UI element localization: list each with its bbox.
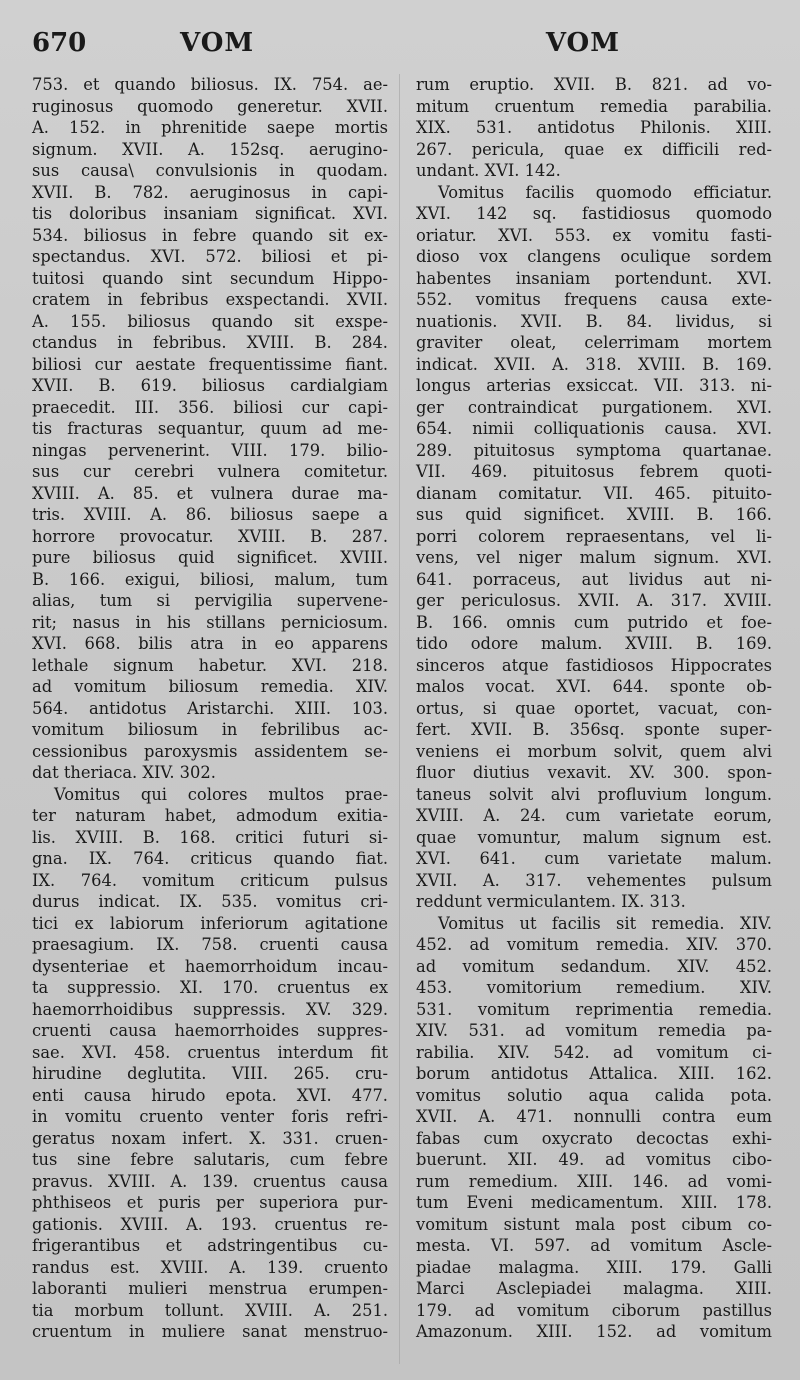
index-line: sus quid significet. XVIII. B. 166. (416, 505, 772, 524)
column-divider (399, 74, 400, 1364)
index-line: cruenti causa haemorrhoides suppres- (32, 1021, 388, 1040)
index-line: longus arterias exsiccat. VII. 313. ni- (416, 376, 772, 395)
index-line: XIX. 531. antidotus Philonis. XIII. (416, 118, 772, 137)
index-line: ger periculosus. XVII. A. 317. XVIII. (416, 591, 772, 610)
index-line: XVII. B. 619. biliosus cardialgiam (32, 376, 388, 395)
index-line: 267. pericula, quae ex difficili red- (416, 139, 772, 159)
index-line: XVI. 668. bilis atra in eo apparens (32, 634, 388, 653)
index-line: dianam comitatur. VII. 465. pituito- (416, 483, 772, 503)
index-line: ruginosus quomodo generetur. XVII. (32, 96, 388, 116)
index-line: XVII. A. 317. vehementes pulsum (416, 870, 772, 890)
index-line: frigerantibus et adstringentibus cu- (32, 1236, 388, 1255)
index-line: haemorrhoidibus suppressis. XV. 329. (32, 999, 388, 1019)
index-line: ortus, si quae oportet, vacuat, con- (416, 698, 772, 718)
index-line: porri colorem repraesentans, vel li- (416, 526, 772, 546)
index-line: 534. biliosus in febre quando sit ex- (32, 225, 388, 245)
index-line: sus causa\ convulsionis in quodam. (32, 161, 388, 180)
index-line: XVIII. A. 85. et vulnera durae ma- (32, 483, 388, 503)
index-line: XVIII. A. 24. cum varietate eorum, (416, 806, 772, 825)
index-line: signum. XVII. A. 152sq. aerugino- (32, 139, 388, 159)
index-line: borum antidotus Attalica. XIII. 162. (416, 1064, 772, 1083)
index-line: tus sine febre salutaris, cum febre (32, 1150, 388, 1169)
index-line: biliosi cur aestate frequentissime fiant. (32, 354, 388, 374)
index-line: graviter oleat, celerrimam mortem (416, 333, 772, 352)
index-line: veniens ei morbum solvit, quem alvi (416, 741, 772, 761)
index-line: 179. ad vomitum ciborum pastillus (416, 1300, 772, 1320)
text-columns (30, 74, 770, 1364)
index-line: 452. ad vomitum remedia. XIV. 370. (416, 935, 772, 954)
index-line: vens, vel niger malum signum. XVI. (416, 548, 772, 567)
index-line: laboranti mulieri menstrua erumpen- (32, 1279, 388, 1298)
index-line: XVI. 641. cum varietate malum. (416, 849, 772, 868)
index-line: phthiseos et puris per superiora pur- (32, 1193, 388, 1212)
index-line: tuitosi quando sint secundum Hippo- (32, 268, 388, 288)
index-line: malos vocat. XVI. 644. sponte ob- (416, 677, 772, 696)
index-line: XIV. 531. ad vomitum remedia pa- (416, 1021, 772, 1040)
index-line: fabas cum oxycrato decoctas exhi- (416, 1128, 772, 1148)
index-line: habentes insaniam portendunt. XVI. (416, 268, 772, 288)
index-line: 641. porraceus, aut lividus aut ni- (416, 569, 772, 589)
index-line: 531. vomitum reprimentia remedia. (416, 999, 772, 1019)
page-header (30, 28, 770, 64)
running-head-left: VOM (180, 28, 255, 58)
index-line: ger contraindicat purgationem. XVI. (416, 397, 772, 417)
index-line: gationis. XVIII. A. 193. cruentus re- (32, 1214, 388, 1234)
index-line: vomitum biliosum in febrilibus ac- (32, 720, 388, 739)
index-line: reddunt vermiculantem. IX. 313. (416, 892, 686, 911)
index-line: dioso vox clangens oculique sordem (416, 247, 772, 266)
index-line: dysenteriae et haemorrhoidum incau- (32, 956, 388, 976)
index-line: ta suppressio. XI. 170. cruentus ex (32, 978, 388, 997)
index-line: 654. nimii colliquationis causa. XVI. (416, 419, 772, 438)
index-line: horrore provocatur. XVIII. B. 287. (32, 526, 388, 546)
index-line: fluor diutius vexavit. XV. 300. spon- (416, 763, 772, 782)
index-line: rabilia. XIV. 542. ad vomitum ci- (416, 1042, 772, 1062)
index-line: tis doloribus insaniam significat. XVI. (32, 204, 388, 223)
index-line: pravus. XVIII. A. 139. cruentus causa (32, 1171, 388, 1191)
index-line: praecedit. III. 356. biliosi cur capi- (32, 397, 388, 417)
index-line: 753. et quando biliosus. IX. 754. ae- (32, 75, 388, 94)
index-line: lis. XVIII. B. 168. critici futuri si- (32, 827, 388, 847)
index-line: cratem in febribus exspectandi. XVII. (32, 290, 388, 309)
index-line: durus indicat. IX. 535. vomitus cri- (32, 892, 388, 911)
index-line: 564. antidotus Aristarchi. XIII. 103. (32, 698, 388, 718)
index-line: spectandus. XVI. 572. biliosi et pi- (32, 247, 388, 266)
index-line: undant. XVI. 142. (416, 161, 561, 180)
index-line: tia morbum tollunt. XVIII. A. 251. (32, 1300, 388, 1320)
index-line: vomitum sistunt mala post cibum co- (416, 1214, 772, 1234)
index-line: cessionibus paroxysmis assidentem se- (32, 741, 388, 761)
index-line: Vomitus qui colores multos prae- (54, 784, 388, 804)
index-line: hirudine deglutita. VIII. 265. cru- (32, 1064, 388, 1083)
index-line: A. 152. in phrenitide saepe mortis (32, 118, 388, 137)
index-line: B. 166. omnis cum putrido et foe- (416, 612, 772, 632)
index-line: rum remedium. XIII. 146. ad vomi- (416, 1171, 772, 1191)
index-line: in vomitu cruento venter foris refri- (32, 1107, 388, 1126)
index-line: rum eruptio. XVII. B. 821. ad vo- (416, 75, 772, 94)
index-line: pure biliosus quid significet. XVIII. (32, 548, 388, 567)
index-line: XVI. 142 sq. fastidiosus quomodo (416, 204, 772, 223)
index-line: randus est. XVIII. A. 139. cruento (32, 1257, 388, 1277)
page-number: 670 (32, 28, 87, 58)
index-line: praesagium. IX. 758. cruenti causa (32, 935, 388, 954)
index-line: ctandus in febribus. XVIII. B. 284. (32, 333, 388, 352)
index-line: taneus solvit alvi profluvium longum. (416, 784, 772, 804)
index-line: nuationis. XVII. B. 84. lividus, si (416, 311, 772, 331)
index-line: Marci Asclepiadei malagma. XIII. (416, 1279, 772, 1298)
left-column (32, 74, 388, 1343)
index-line: gna. IX. 764. criticus quando fiat. (32, 849, 388, 868)
index-line: lethale signum habetur. XVI. 218. (32, 655, 388, 675)
index-line: sae. XVI. 458. cruentus interdum fit (32, 1042, 388, 1062)
index-line: XVII. A. 471. nonnulli contra eum (416, 1107, 772, 1126)
index-line: 289. pituitosus symptoma quartanae. (416, 440, 772, 460)
index-line: fert. XVII. B. 356sq. sponte super- (416, 720, 772, 739)
index-line: sinceros atque fastidiosos Hippocrates (416, 655, 772, 675)
index-line: 552. vomitus frequens causa exte- (416, 290, 772, 309)
index-line: piadae malagma. XIII. 179. Galli (416, 1257, 772, 1277)
index-line: VII. 469. pituitosus febrem quoti- (416, 462, 772, 481)
index-line: ad vomitum biliosum remedia. XIV. (32, 677, 388, 696)
index-line: ter naturam habet, admodum exitia- (32, 806, 388, 825)
index-line: tici ex labiorum inferiorum agitatione (32, 913, 388, 933)
index-line: XVII. B. 782. aeruginosus in capi- (32, 182, 388, 202)
index-line: ningas pervenerint. VIII. 179. bilio- (32, 440, 388, 460)
index-line: tum Eveni medicamentum. XIII. 178. (416, 1193, 772, 1212)
index-line: vomitus solutio aqua calida pota. (416, 1085, 772, 1105)
index-line: tis fracturas sequantur, quum ad me- (32, 419, 388, 438)
index-line: dat theriaca. XIV. 302. (32, 763, 216, 782)
index-line: ad vomitum sedandum. XIV. 452. (416, 956, 772, 976)
index-line: IX. 764. vomitum criticum pulsus (32, 870, 388, 890)
index-line: quae vomuntur, malum signum est. (416, 827, 772, 847)
index-line: geratus noxam infert. X. 331. cruen- (32, 1128, 388, 1148)
index-line: rit; nasus in his stillans perniciosum. (32, 612, 388, 632)
index-line: A. 155. biliosus quando sit exspe- (32, 311, 388, 331)
index-line: enti causa hirudo epota. XVI. 477. (32, 1085, 388, 1105)
index-line: Amazonum. XIII. 152. ad vomitum (416, 1322, 772, 1341)
index-line: cruentum in muliere sanat menstruo- (32, 1322, 388, 1341)
index-line: Vomitus ut facilis sit remedia. XIV. (438, 913, 772, 933)
index-line: mesta. VI. 597. ad vomitum Ascle- (416, 1236, 772, 1255)
index-line: indicat. XVII. A. 318. XVIII. B. 169. (416, 354, 772, 374)
right-column (416, 74, 772, 1343)
index-line: tris. XVIII. A. 86. biliosus saepe a (32, 505, 388, 524)
index-line: alias, tum si pervigilia supervene- (32, 591, 388, 610)
index-line: oriatur. XVI. 553. ex vomitu fasti- (416, 225, 772, 245)
index-line: Vomitus facilis quomodo efficiatur. (438, 182, 772, 202)
index-line: buerunt. XII. 49. ad vomitus cibo- (416, 1150, 772, 1169)
index-line: sus cur cerebri vulnera comitetur. (32, 462, 388, 481)
running-head-right: VOM (545, 28, 620, 58)
index-line: tido odore malum. XVIII. B. 169. (416, 634, 772, 653)
index-line: 453. vomitorium remedium. XIV. (416, 978, 772, 997)
index-line: mitum cruentum remedia parabilia. (416, 96, 772, 116)
index-line: B. 166. exigui, biliosi, malum, tum (32, 569, 388, 589)
